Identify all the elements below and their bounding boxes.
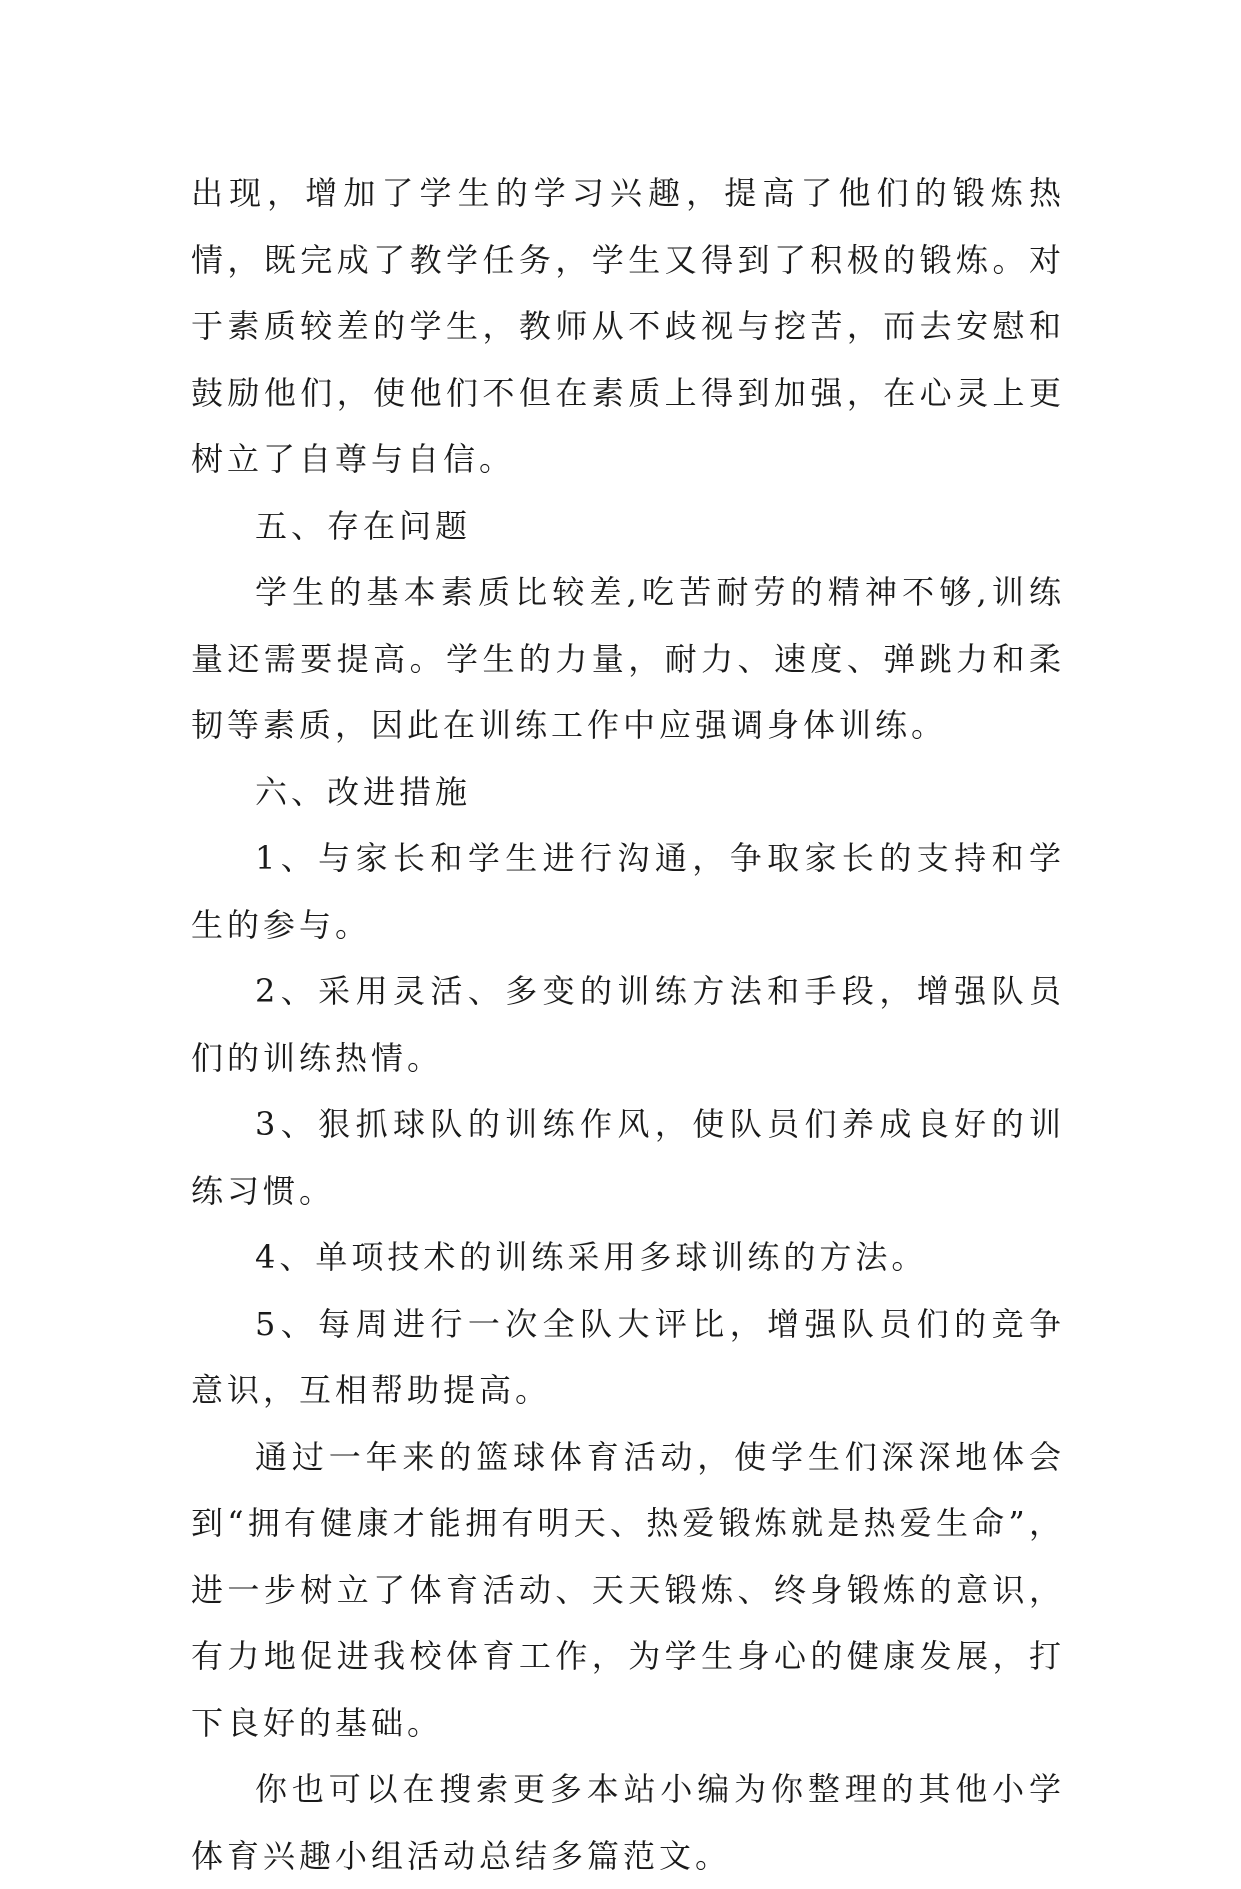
paragraph-problems: 学生的基本素质比较差,吃苦耐劳的精神不够,训练量还需要提高。学生的力量，耐力、速度、弹跳力和柔韧等素质，因此在训练工作中应强调身体训练。 [191, 573, 1065, 744]
section-heading-problems: 五、存在问题 [255, 506, 472, 545]
section-heading-measures: 六、改进措施 [255, 772, 472, 811]
paragraph-footer-note: 你也可以在搜索更多本站小编为你整理的其他小学体育兴趣小组活动总结多篇范文。 [191, 1770, 1065, 1875]
document-body [191, 160, 1065, 1889]
paragraph-continuation: 出现，增加了学生的学习兴趣，提高了他们的锻炼热情，既完成了教学任务，学生又得到了积极的锻炼。对于素质较差的学生，教师从不歧视与挖苦，而去安慰和鼓励他们，使他们不但在素质上得到加强，在心灵上更树立了自尊与自信。 [191, 174, 1065, 478]
measure-item-3: 3、狠抓球队的训练作风，使队员们养成良好的训练习惯。 [191, 1105, 1065, 1210]
measure-item-1: 1、与家长和学生进行沟通，争取家长的支持和学生的参与。 [191, 839, 1065, 944]
measure-item-2: 2、采用灵活、多变的训练方法和手段，增强队员们的训练热情。 [191, 972, 1065, 1077]
measure-item-5: 5、每周进行一次全队大评比，增强队员们的竞争意识，互相帮助提高。 [191, 1304, 1065, 1409]
paragraph-conclusion: 通过一年来的篮球体育活动，使学生们深深地体会到“拥有健康才能拥有明天、热爱锻炼就是热爱生命”，进一步树立了体育活动、天天锻炼、终身锻炼的意识，有力地促进我校体育工作，为学生身心的健康发展，打下良好的基础。 [191, 1437, 1065, 1742]
measure-item-4: 4、单项技术的训练采用多球训练的方法。 [255, 1238, 928, 1276]
